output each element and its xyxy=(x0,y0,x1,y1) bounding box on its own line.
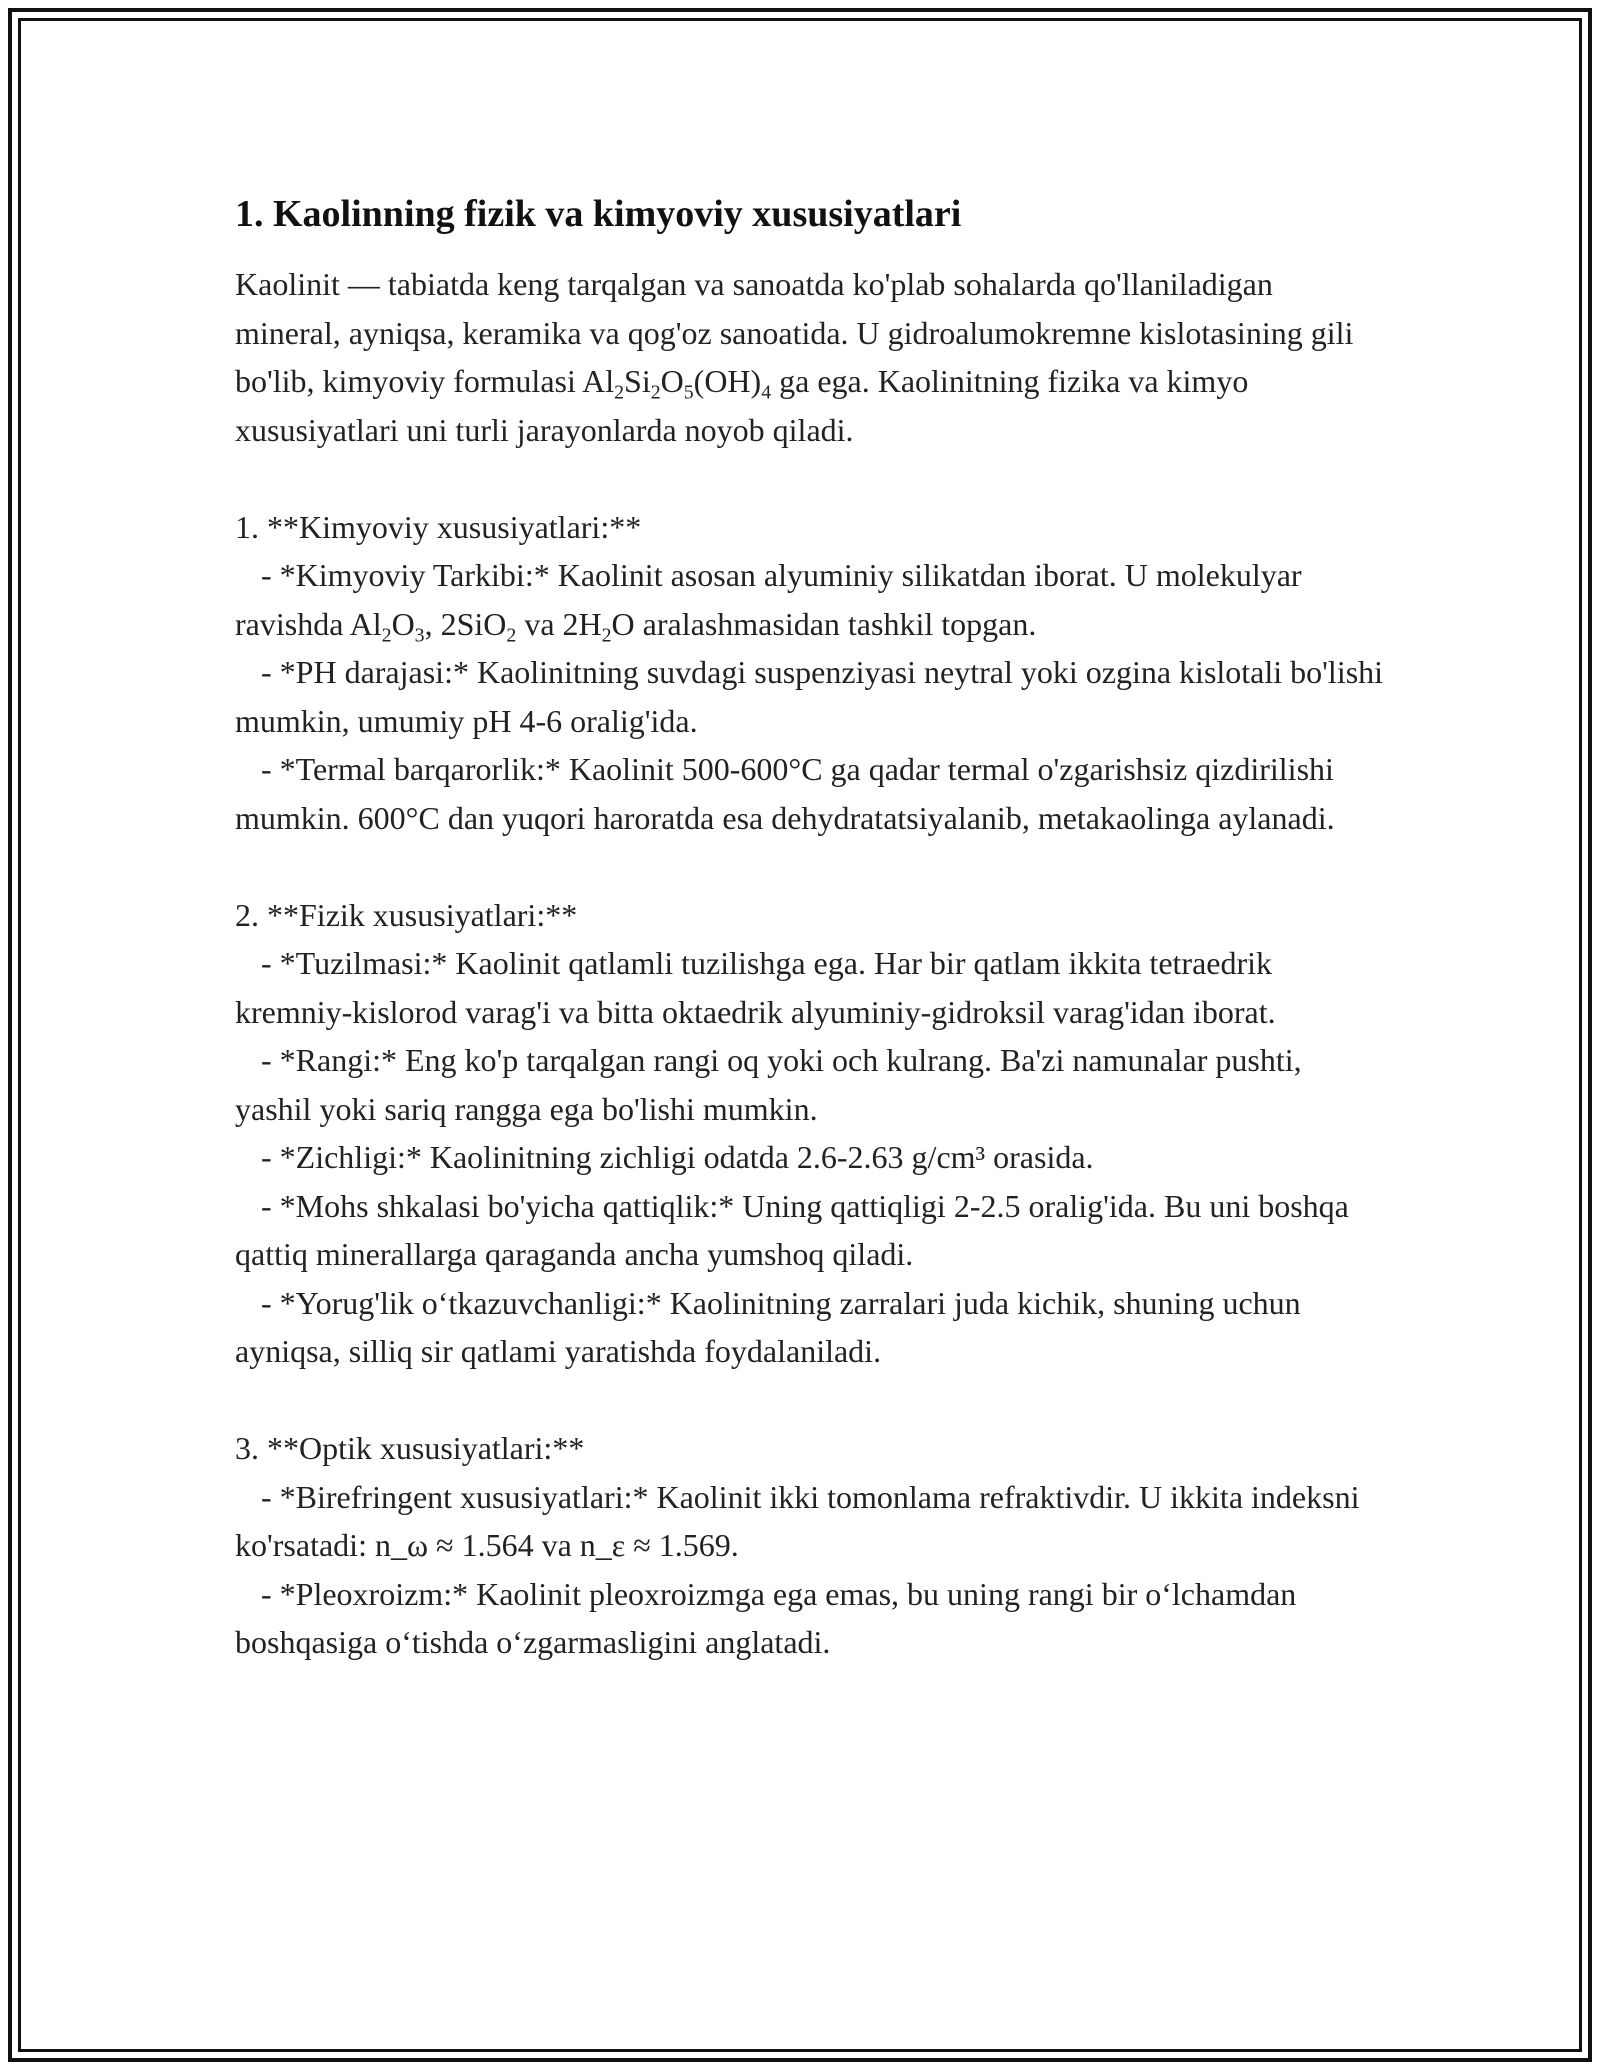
document-body xyxy=(235,190,1385,1667)
physical-heading: 2. **Fizik xususiyatlari:** xyxy=(235,896,578,933)
al2o3-formula: $Al_2O_3$ xyxy=(349,605,425,646)
chemical-composition-item: - *Kimyoviy Tarkibi:* Kaolinit asosan alyuminiy silikatdan iborat. U molekulyar ravishda $Al_2O_3$, 2SiO$_2$ va $2H_2O$ aralashmasidan tashkil topgan. xyxy=(235,557,1302,646)
intro-paragraph xyxy=(235,260,1385,454)
color-item: - *Rangi:* Eng ko'p tarqalgan rangi oq yoki och kulrang. Ba'zi namunalar pushti, yashil yoki sariq rangga ega bo'lishi mumkin. xyxy=(235,1042,1302,1127)
birefringence-item: - *Birefringent xususiyatlari:* Kaolinit ikki tomonlama refraktivdir. U ikkita indeksni ko'rsatadi: n_ω ≈ 1.564 va n_ε ≈ 1.569. xyxy=(235,1478,1360,1563)
kaolinite-formula: $Al_2Si_2O_5(OH)_4$ xyxy=(582,363,772,404)
optical-heading: 3. **Optik xususiyatlari:** xyxy=(235,1430,585,1466)
ph-item: - *PH darajasi:* Kaolinitning suvdagi suspenziyasi neytral yoki ozgina kislotali bo'lishi mumkin, umumiy pH 4-6 oralig'ida. xyxy=(235,654,1384,739)
transparency-item: - *Yorug'lik o‘tkazuvchanligi:* Kaolinitning zarralari juda kichik, shuning uchun ayniqsa, silliq sir qatlami yaratishda foydalaniladi. xyxy=(235,1284,1301,1369)
thermal-item: - *Termal barqarorlik:* Kaolinit 500-600°C ga qadar termal o'zgarishsiz qizdirilishi mumkin. 600°C dan yuqori haroratda esa dehydratatsiyalanib, metakaolinga aylanadi. xyxy=(235,751,1335,836)
structure-item: - *Tuzilmasi:* Kaolinit qatlamli tuzilishga ega. Har bir qatlam ikkita tetraedrik kremniy-kislorod varag'i va bitta oktaedrik alyuminiy-gidroksil varag'idan iborat. xyxy=(235,945,1276,1030)
chemical-heading: 1. **Kimyoviy xususiyatlari:** xyxy=(235,508,642,545)
hardness-item: - *Mohs shkalasi bo'yicha qattiqlik:* Uning qattiqligi 2-2.5 oralig'ida. Bu uni boshqa qattiq minerallarga qaraganda ancha yumshoq qiladi. xyxy=(235,1187,1349,1272)
intro-text-start: Kaolinit — tabiatda keng tarqalgan va sanoatda ko'plab sohalarda qo'llaniladigan mineral, ayniqsa, keramika va qog'oz sanoatida. U gidroalumokremne kislotasining gili bo'lib, kimyoviy formulasi xyxy=(235,266,1354,399)
h2o-formula: $2H_2O$ xyxy=(562,605,635,646)
intro-text-end: ga ega. Kaolinitning fizika va kimyo xususiyatlari uni turli jarayonlarda noyob qiladi. xyxy=(235,363,1249,448)
density-item: - *Zichligi:* Kaolinitning zichligi odatda 2.6-2.63 g/cm³ orasida. xyxy=(261,1139,1094,1175)
sio2-formula: 2SiO$_2$ xyxy=(440,605,517,646)
pleochroism-item: - *Pleoxroizm:* Kaolinit pleoxroizmga ega emas, bu uning rangi bir o‘lchamdan boshqasiga o‘tishda o‘zgarmasligini anglatadi. xyxy=(235,1575,1297,1660)
page-title: 1. Kaolinning fizik va kimyoviy xususiyatlari xyxy=(235,193,962,235)
